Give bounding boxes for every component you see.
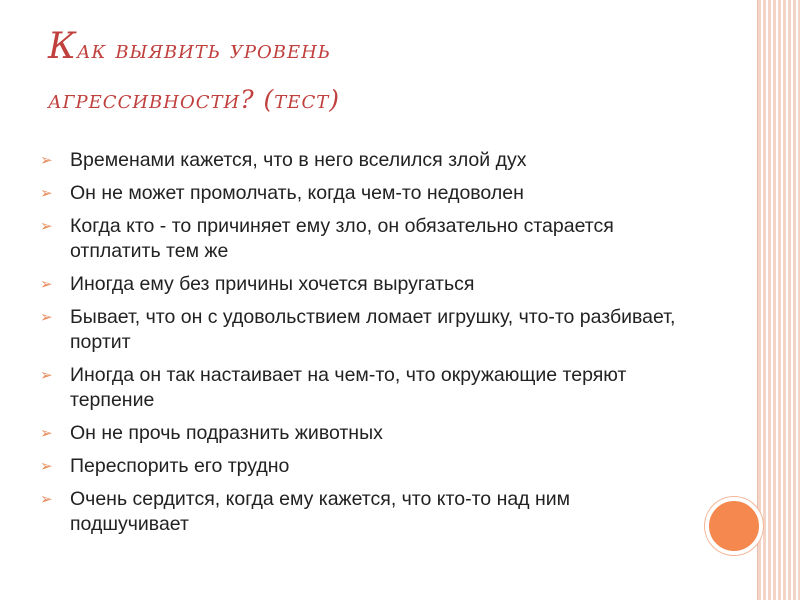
arrow-bullet-icon: ➢ (40, 458, 53, 475)
list-item (40, 363, 680, 413)
title-line-2: агрессивности? (тест) (48, 85, 340, 114)
arrow-bullet-icon: ➢ (40, 218, 53, 235)
arrow-bullet-icon: ➢ (40, 309, 53, 326)
decorative-circle (705, 497, 763, 555)
list-item (40, 487, 680, 537)
list-item (40, 305, 680, 355)
list-item-text: Очень сердится, когда ему кажется, что кто-то над ним подшучивает (70, 488, 571, 535)
title-initial: К (48, 26, 77, 67)
list-item (40, 421, 680, 446)
arrow-bullet-icon: ➢ (40, 425, 53, 442)
list-item-text: Иногда ему без причины хочется выругаться (70, 273, 475, 295)
title-line-1 (48, 22, 688, 75)
list-item (40, 454, 680, 479)
arrow-bullet-icon: ➢ (40, 491, 53, 508)
list-item-text: Бывает, что он с удовольствием ломает игрушку, что-то разбивает, портит (70, 306, 676, 353)
bullet-list (40, 148, 680, 545)
slide-title (48, 22, 688, 125)
list-item-text: Временами кажется, что в него вселился злой дух (70, 149, 527, 171)
title-line-1-rest: ак выявить уровень (76, 35, 331, 64)
list-item (40, 181, 680, 206)
list-item (40, 148, 680, 173)
decorative-stripes (758, 0, 800, 600)
arrow-bullet-icon: ➢ (40, 185, 53, 202)
list-item-text: Иногда он так настаивает на чем-то, что окружающие теряют терпение (70, 364, 627, 411)
list-item (40, 214, 680, 264)
list-item (40, 272, 680, 297)
list-item-text: Он не прочь подразнить животных (70, 422, 383, 444)
list-item-text: Переспорить его трудно (70, 455, 290, 477)
list-item-text: Когда кто - то причиняет ему зло, он обязательно старается отплатить тем же (70, 215, 614, 262)
arrow-bullet-icon: ➢ (40, 276, 53, 293)
arrow-bullet-icon: ➢ (40, 367, 53, 384)
arrow-bullet-icon: ➢ (40, 152, 53, 169)
list-item-text: Он не может промолчать, когда чем-то недоволен (70, 182, 524, 204)
